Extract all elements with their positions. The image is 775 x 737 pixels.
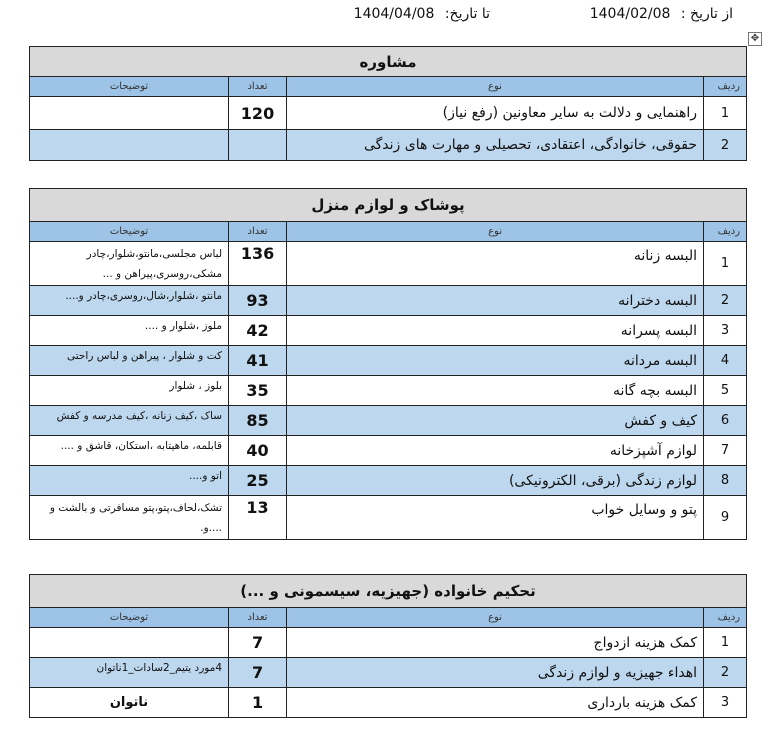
cell-radif: 2 [704, 658, 747, 688]
cell-count: 35 [229, 376, 287, 406]
col-count: تعداد [229, 222, 287, 242]
table-row [30, 316, 747, 346]
move-handle-icon[interactable]: ✥ [748, 32, 762, 46]
table-row [30, 242, 747, 286]
section-title: مشاوره [30, 47, 747, 77]
cell-naw: کمک هزینه ازدواج [287, 628, 704, 658]
cell-naw: کمک هزینه بارداری [287, 688, 704, 718]
cell-count: 7 [229, 628, 287, 658]
cell-naw: البسه مردانه [287, 346, 704, 376]
cell-count: 41 [229, 346, 287, 376]
cell-radif: 1 [704, 628, 747, 658]
cell-desc [30, 130, 229, 161]
cell-count: 93 [229, 286, 287, 316]
cell-desc: 4مورد یتیم_2سادات_1ناتوان [30, 658, 229, 688]
cell-radif: 4 [704, 346, 747, 376]
cell-desc: مانتو ،شلوار،شال،روسری،چادر و.... [30, 286, 229, 316]
cell-naw: البسه دخترانه [287, 286, 704, 316]
table-row [30, 376, 747, 406]
table-row [30, 658, 747, 688]
cell-desc: تشک،لحاف،پتو،پتو مسافرتی و بالشت و ....و. [30, 496, 229, 540]
table-row [30, 628, 747, 658]
col-naw: نوع [287, 77, 704, 97]
section-title: پوشاک و لوازم منزل [30, 189, 747, 222]
cell-naw: راهنمایی و دلالت به سایر معاونین (رفع نیاز) [287, 97, 704, 130]
cell-radif: 1 [704, 242, 747, 286]
cell-desc: ساک ،کیف زنانه ،کیف مدرسه و کفش [30, 406, 229, 436]
col-radif: ردیف [704, 77, 747, 97]
cell-desc: لباس مجلسی،مانتو،شلوار،چادر مشکی،روسری،پیراهن و ... [30, 242, 229, 286]
cell-radif: 5 [704, 376, 747, 406]
cell-radif: 2 [704, 130, 747, 161]
table-row [30, 406, 747, 436]
section-table-consulting [29, 46, 747, 161]
cell-count: 25 [229, 466, 287, 496]
cell-naw: حقوقی، خانوادگی، اعتقادی، تحصیلی و مهارت های زندگی [287, 130, 704, 161]
col-radif: ردیف [704, 222, 747, 242]
cell-naw: لوازم آشپزخانه [287, 436, 704, 466]
section-table-family [29, 574, 747, 718]
cell-count: 40 [229, 436, 287, 466]
cell-count: 1 [229, 688, 287, 718]
section-table-clothing [29, 188, 747, 540]
cell-radif: 3 [704, 316, 747, 346]
table-row [30, 346, 747, 376]
col-desc: توضیحات [30, 77, 229, 97]
from-date-label [590, 6, 733, 32]
cell-count: 136 [229, 242, 287, 286]
section-title: تحکیم خانواده (جهیزیه، سیسمونی و ...) [30, 575, 747, 608]
cell-desc [30, 628, 229, 658]
cell-radif: 7 [704, 436, 747, 466]
cell-count: 85 [229, 406, 287, 436]
cell-radif: 2 [704, 286, 747, 316]
col-naw: نوع [287, 608, 704, 628]
cell-count: 13 [229, 496, 287, 540]
col-desc: توضیحات [30, 222, 229, 242]
column-header-row [30, 222, 747, 242]
column-header-row [30, 77, 747, 97]
cell-count: 120 [229, 97, 287, 130]
cell-desc: بلوز ، شلوار [30, 376, 229, 406]
cell-naw: البسه زنانه [287, 242, 704, 286]
cell-naw: اهداء جهیزیه و لوازم زندگی [287, 658, 704, 688]
cell-desc [30, 97, 229, 130]
table-row [30, 130, 747, 161]
to-date-label [354, 6, 490, 32]
table-row [30, 688, 747, 718]
cell-naw: البسه بچه گانه [287, 376, 704, 406]
to-date: 1404/04/08 [353, 6, 435, 22]
col-naw: نوع [287, 222, 704, 242]
table-row [30, 436, 747, 466]
cell-radif: 9 [704, 496, 747, 540]
cell-naw: پتو و وسایل خواب [287, 496, 704, 540]
col-count: تعداد [229, 608, 287, 628]
table-row [30, 286, 747, 316]
cell-naw: البسه پسرانه [287, 316, 704, 346]
cell-desc: اتو و.... [30, 466, 229, 496]
cell-desc: ملوز ،شلوار و .... [30, 316, 229, 346]
cell-naw: کیف و کفش [287, 406, 704, 436]
cell-radif: 6 [704, 406, 747, 436]
cell-count: 42 [229, 316, 287, 346]
cell-radif: 8 [704, 466, 747, 496]
column-header-row [30, 608, 747, 628]
table-row [30, 466, 747, 496]
col-count: تعداد [229, 77, 287, 97]
col-radif: ردیف [704, 608, 747, 628]
col-desc: توضیحات [30, 608, 229, 628]
cell-count: 7 [229, 658, 287, 688]
cell-radif: 3 [704, 688, 747, 718]
from-date: 1404/02/08 [589, 6, 671, 22]
cell-naw: لوازم زندگی (برقی، الکترونیکی) [287, 466, 704, 496]
table-row [30, 97, 747, 130]
table-row [30, 496, 747, 540]
cell-desc: کت و شلوار ، پیراهن و لباس راحتی [30, 346, 229, 376]
cell-desc: قابلمه، ماهیتابه ،استکان، قاشق و .... [30, 436, 229, 466]
cell-count [229, 130, 287, 161]
to-label: تا تاریخ: [444, 6, 490, 22]
cell-radif: 1 [704, 97, 747, 130]
cell-desc: ناتوان [30, 688, 229, 718]
from-label: از تاریخ : [680, 6, 733, 22]
